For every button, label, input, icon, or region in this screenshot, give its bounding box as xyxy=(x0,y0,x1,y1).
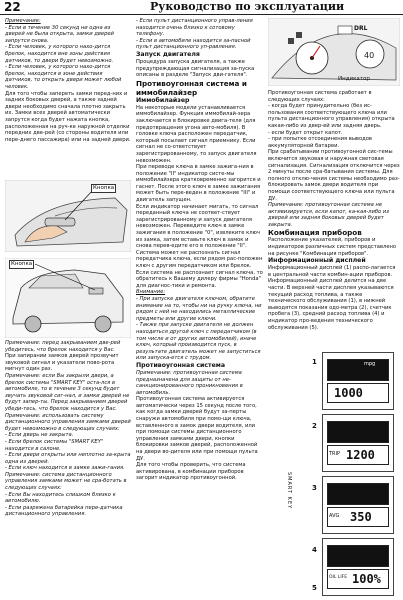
col1_top-paragraph-2: - Если человек, у которого нахо-дится брелок, находится вне зоны действия датчиков, то двери будет невозможно. xyxy=(5,44,114,64)
lcd-screen-4 xyxy=(327,545,389,567)
lcd-readout-4 xyxy=(327,569,389,589)
callout-3: 3 xyxy=(312,484,317,492)
col3-paragraph-6: Комбинация приборов xyxy=(268,228,362,238)
column-2-text xyxy=(136,18,264,598)
col1_top-paragraph-0: Примечание: xyxy=(5,18,41,24)
button-callout-label: Кнопка xyxy=(93,185,115,191)
gauge-drawing xyxy=(268,18,400,86)
lcd-value-4: 100% xyxy=(352,572,381,586)
col1_bottom-paragraph-8: Примечание: система дистанционного управления замками может не сра-ботать в следующих случаях: xyxy=(5,471,127,492)
indicator-caption: Индикатор xyxy=(338,76,370,82)
lcd-value-2: 1200 xyxy=(346,448,375,462)
callout-1: 1 xyxy=(312,358,317,366)
page-title: Руководство по эксплуатации xyxy=(150,0,345,13)
page-number: 22 xyxy=(4,0,21,14)
page-header xyxy=(0,0,403,15)
lcd-screen-2 xyxy=(327,421,389,443)
col1_top-paragraph-4: Для того чтобы запереть замки перед-них и задних боковых дверей, а также задней двери необходимо сначала плотно закрыть их. Замки всех дверей автоматически запрутся когда будет нажата кнопка, расположенная на руч-ке наружной отделки передних две-рей (со стороны водителя или пере-днего пассажира) или на задней двери. xyxy=(5,90,131,143)
col2-paragraph-8: Если индикатор начинает мигать, то сигнал переданный ключа не соответ-ствует зарегистрированному и запуск двигателя невозможен. Переведите ключ в замке зажигания в положение "0", извлеките ключ из замка, затем вставьте ключ в замок и снова перев-едите его в положение "II". xyxy=(136,203,260,250)
col1_top-paragraph-1: - Если в течение 30 секунд ни одна из дверей не была открыта, замки дверей запрутся снова. xyxy=(5,24,114,44)
col2-paragraph-7: При переводе ключа в замке зажига-ния в положение "II" индикатор систе-мы иммобилайзера кратковременно загорится и гаснет. После этого ключ в замке зажигания может быть пере-веден в положение "III" и двигатель запущен. xyxy=(136,164,261,204)
lcd-unit-4: OIL LIFE xyxy=(329,575,348,580)
col3-paragraph-10: Информационный дисплей делится на две части. В верхней части дисплея указываются текущий расход топлива, а также технического обслуживания (1), в нижней выводятся показания одо-метра (2), счетчик пробега (3), средний расход топлива (4) и индикатор про-ведения технического обслуживания (5). xyxy=(268,278,394,331)
callout-4: 4 xyxy=(312,546,317,554)
col2-paragraph-13: - Также при запуске двигателя не должен находиться другой ключ с передатчиком (в том числе и от других автомобилей), иначе ключ, который производится пуск, в результате двигатель может не запуститься или запуска-ется с трудом. xyxy=(136,322,261,362)
smart-key-label: SMART KEY xyxy=(286,472,292,510)
col2-paragraph-17: Для того чтобы проверить, что система активирована, в комбинации приборов загорит индикатор противоугонной. xyxy=(136,462,246,482)
lcd-readout-3 xyxy=(327,507,389,527)
column-3-text xyxy=(268,90,400,350)
col2-paragraph-16: Противоугонная система активируется автоматически через 15 секунд после того, как когда замки дверей будут за-перты снаружи автомобиля при помо-щи ключа, вставленного в замок двери водителя, или при помощи системы дистанционного управления замками двери, кнопки блокировки замков дверей, расположенной на двери во-дителя или при помощи пульта ДУ. xyxy=(136,396,258,462)
rear-door-figure xyxy=(5,258,131,338)
display-panel-3 xyxy=(322,476,394,534)
col3-paragraph-9: Информационный дисплей (1) распо-лагается в центральной части комбин-ации приборов. xyxy=(268,265,396,278)
col3-paragraph-1: - когда будет принудительно (без ис-пользования соответствующего ключа или пульта дистанционного управления) открыта какая-либо из двер-ей или задняя дверь. xyxy=(268,103,395,129)
col1_bottom-paragraph-9: - Если Вы находитесь слишком близко к автомобилю. xyxy=(5,491,116,505)
lcd-unit-3: AVG xyxy=(329,513,340,519)
col2-paragraph-15: Примечание: противоугонная система предназначена для защиты от не-санкционированного проникновения в автомобиль. xyxy=(136,369,243,396)
col1_bottom-paragraph-1: При запирании замков дверей прозвучит звуковой сигнал и указатели пово-рота мигнут один раз. xyxy=(5,353,119,373)
col3-paragraph-0: Противоугонная система сработает в следующих случаях: xyxy=(268,90,372,103)
col2-paragraph-12: - При запуске двигателя ключом, обратите внимание на то, чтобы ни на ручку ключа, ни рядом с ней не находились металлические предметы или другие ключи. xyxy=(136,295,262,322)
col2-paragraph-1: - Если в автомобиле находится за-пасной пульт дистанционного уп-равления. xyxy=(136,37,251,51)
display-panel-2 xyxy=(322,414,394,472)
col1_bottom-paragraph-5: - Если брелок системы "SMART KEY" находится в салоне. xyxy=(5,438,104,452)
lcd-value-1: 1000 xyxy=(334,386,363,400)
drl-label: DRL xyxy=(354,25,368,32)
callout-5: 5 xyxy=(312,584,317,592)
car-rear-drawing xyxy=(5,258,131,338)
col2-paragraph-10: Если система не распознает сигнал ключа, то обратитесь к Вашему дилеру фирмы "Honda" для диагнос-тики и ремонта. xyxy=(136,269,263,289)
col1_bottom-paragraph-0: Примечание: перед закрыванием две-рей убедитесь, что брелок находится у Вас. xyxy=(5,340,121,353)
col3-paragraph-7: Расположение указателей, приборов и индикаторов различных систем представлено на рисунке "Комбинация приборов". xyxy=(268,237,397,257)
col1_bottom-paragraph-3: Примечание: использовать систему дистанционного управления замками дверей будет невозможно в следующих случаях: xyxy=(5,412,131,432)
col1_bottom-paragraph-2: Примечание: если Вы закрыли двери, а брелок системы "SMART KEY" оста-лся в автомобиле, то в течение 3 секунд будет звучать звуковой сиг-нал, и замки дверей не будут запер-ты. Перед закрыванием дверей убеди-тесь, что брелок находится у Вас. xyxy=(5,372,130,412)
display-panel-4 xyxy=(322,538,394,596)
column-1-top-text xyxy=(5,18,131,182)
col2-paragraph-11: Внимание: xyxy=(136,289,166,296)
col2-paragraph-5: Иммобилайзер xyxy=(136,96,190,104)
col1_bottom-paragraph-7: - Если ключ находится в замке зажи-гания. xyxy=(5,465,125,472)
col3-paragraph-2: - если будет открыт капот. xyxy=(268,129,343,136)
lcd-screen-1 xyxy=(327,359,389,381)
info-display-figure xyxy=(282,352,400,598)
col2-paragraph-4: Противоугонная система и иммобилайзер xyxy=(136,78,247,97)
col2-paragraph-9: Система может не распознать сигнал передатчика ключа, если рядом рас-положен ключ с другим передатчиком или брелок. xyxy=(136,249,263,269)
col2-paragraph-6: На некоторые модели устанавливается иммобилайзер. Функция иммобилай-зера заключается в блокировке двига-теля (для предотвращения угона авто-мобиля). В головке ключа расположен передатчик, который посылает сигнал приемнику. Если сигнал не со-ответствует зарегистрированному, то запуск двигателя невозможен. xyxy=(136,104,257,164)
lcd-screen-3 xyxy=(327,483,389,505)
col3-paragraph-3: - при попытке отсоединения выводов аккумуляторной батареи. xyxy=(268,136,372,149)
gauge-number-40: 40 xyxy=(364,51,375,60)
display-panel-1 xyxy=(322,352,394,410)
rear-button-callout-label: Кнопка xyxy=(11,261,33,267)
lcd-readout-1 xyxy=(327,383,389,403)
col1_bottom-paragraph-6: - Если двери открыты или неплотно за-крыта одна из дверей. xyxy=(5,452,131,465)
col3-paragraph-4: При срабатывании противоугонной сис-темы включится звуковая и наружная световая сигнализация. Сигнализация отключится через 2 минуты после сра-батывания системы. Для полного отклю-чения системы необходимо раз-блокировать замок двери водителя при помощи соответствующего ключа или пульта ДУ. xyxy=(268,149,400,202)
col3-paragraph-5: Примечание: противоугонная система не активизируется, если капот, ка-кая-либо из дверей или задняя боковых дверей будет закрыта. xyxy=(268,202,390,228)
col1_top-paragraph-3: - Если человек, у которого нахо-дится брелок, находится в зоне действия датчиков, то открыть двери может любой человек. xyxy=(5,64,122,90)
col2-paragraph-14: Противоугонная система xyxy=(136,361,226,369)
column-1-bottom-text xyxy=(5,340,131,596)
lcd-readout-2 xyxy=(327,445,389,465)
col2-paragraph-0: - Если пульт дистанционного управ-ления находится очень близко к сотовому телефону. xyxy=(136,18,253,38)
lcd-value-3: 350 xyxy=(350,510,372,524)
lcd-unit-1: mpg xyxy=(364,361,376,367)
col1_bottom-paragraph-4: - Если дверь не закрыта. xyxy=(5,432,74,439)
callout-2: 2 xyxy=(312,422,317,430)
door-handle-figure xyxy=(5,180,131,252)
col2-paragraph-3: Процедура запуска двигателя, а также предупреждающая сигнализация за-пуска описаны в разделе "Запуск дви-гателя". xyxy=(136,58,255,79)
col2-paragraph-2: Запуск двигателя xyxy=(136,50,200,58)
indicator-figure xyxy=(268,18,400,86)
col3-paragraph-8: Информационный дисплей xyxy=(268,257,366,265)
lcd-unit-2: TRIP xyxy=(329,451,341,457)
col1_bottom-paragraph-10: - Если разряжена батарейка пере-датчика дистанционного управления. xyxy=(5,504,123,518)
